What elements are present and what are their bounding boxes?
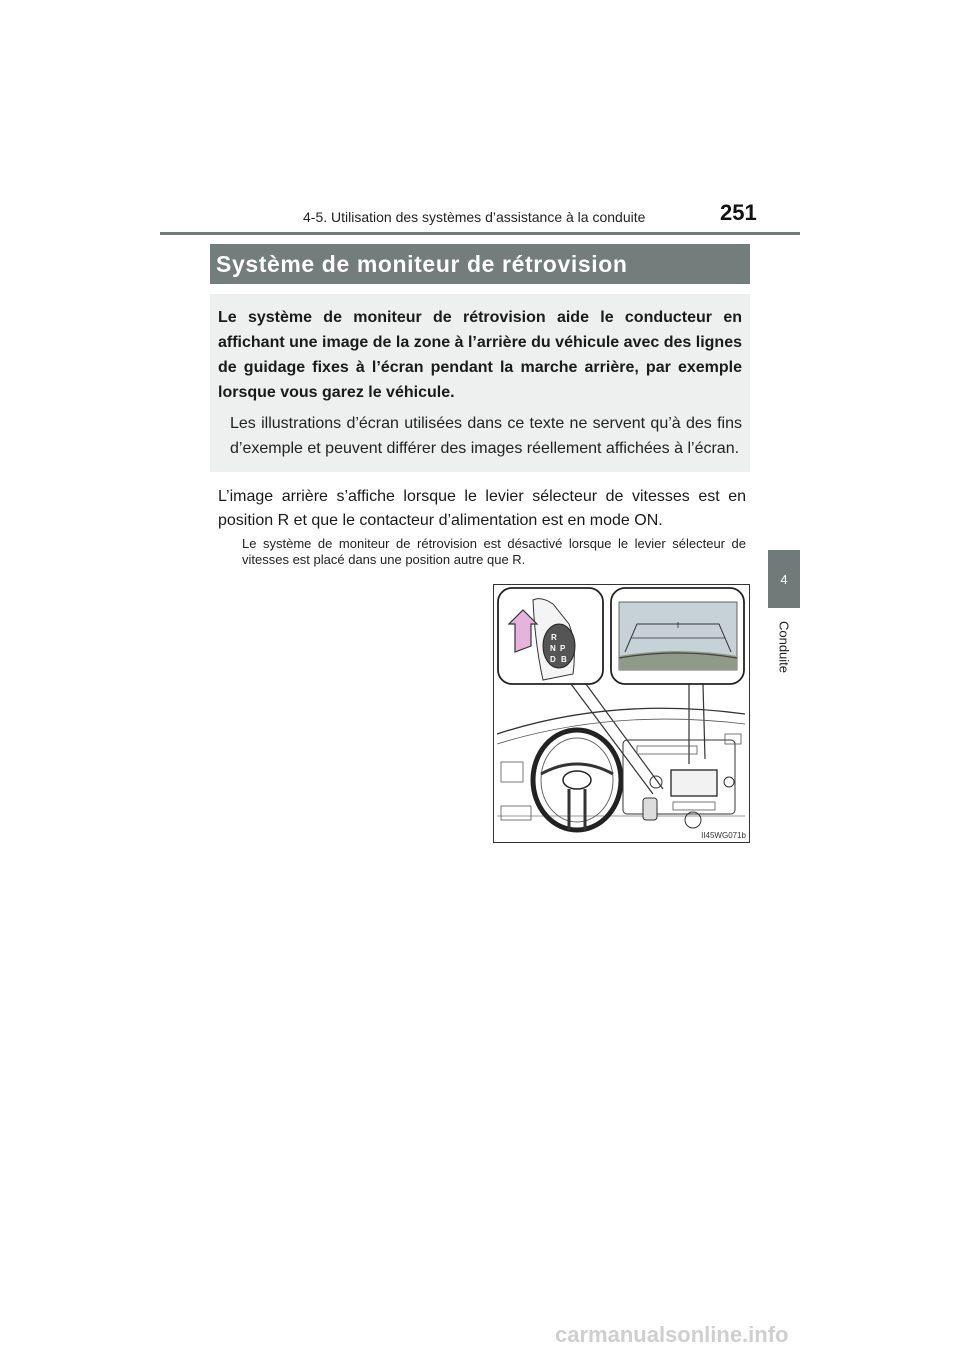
svg-text:P: P [560,644,566,653]
svg-text:R: R [551,633,557,642]
chapter-number: 4 [780,571,788,587]
intro-note-text: Les illustrations d’écran utilisées dans ce texte ne servent qu’à des fins d’exemple et peuvent différer des images réellement affichées à l’écran. [230,415,742,457]
chapter-tab [768,550,800,608]
small-note: Le système de moniteur de rétrovision est désactivé lorsque le levier sélecteur de vitesses est placé dans une position autre que R. [242,536,746,567]
svg-text:D: D [550,655,556,664]
section-path: 4-5. Utilisation des systèmes d’assistance à la conduite [303,209,646,225]
svg-text:N: N [550,644,556,653]
svg-text:B: B [561,655,567,664]
intro-bold-text: Le système de moniteur de rétrovision aide le conducteur en affichant une image de la zone à l’arrière du véhicule avec des lignes de guidage fixes à l’écran pendant la marche arrière, par exemple lorsque vous garez le véhicule. [218,309,742,401]
dashboard-illustration [493,584,750,843]
footer-watermark[interactable]: carmanualsonline.info [555,1322,789,1347]
intro-box [210,294,750,472]
page-number: 251 [720,200,757,225]
chapter-label: Conduite [776,620,792,674]
image-code: II45WG071b [701,831,746,840]
body-paragraph: L’image arrière s’affiche lorsque le levier sélecteur de vitesses est en position R et que le contacteur d’alimentation est en mode ON. [218,488,746,529]
header-rule [160,232,800,235]
page-title: Système de moniteur de rétrovision [210,244,750,284]
